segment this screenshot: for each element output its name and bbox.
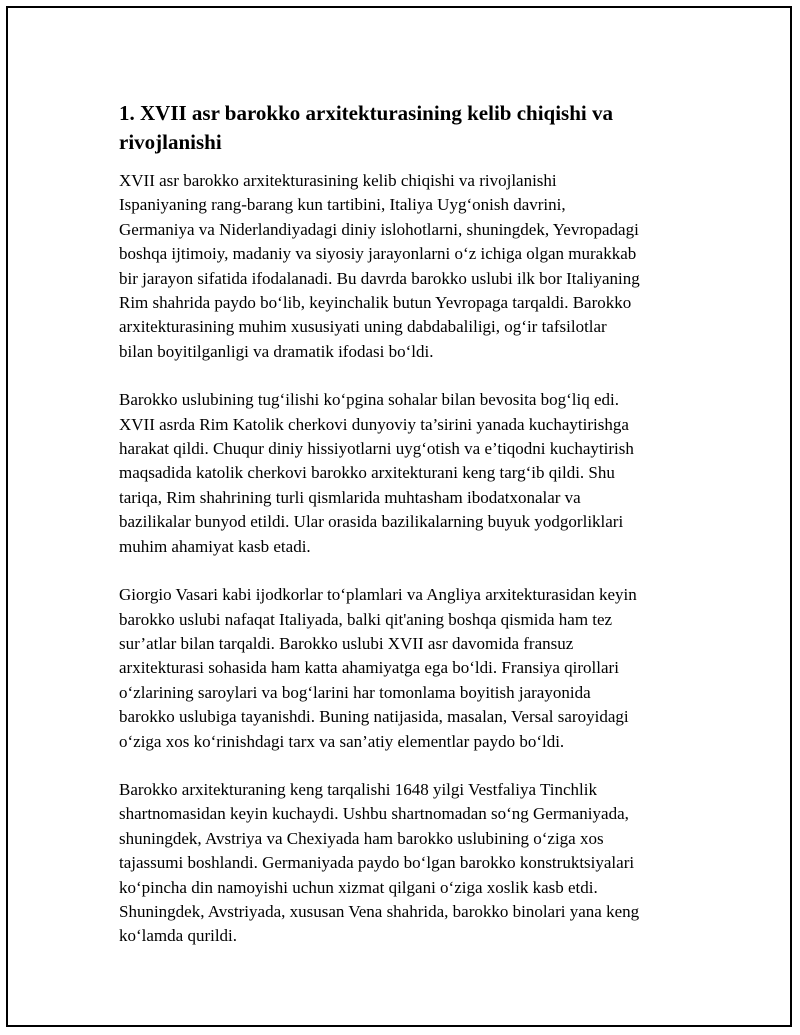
text-line: XVII asrda Rim Katolik cherkovi dunyoviy ta’sirini yanada kuchaytirishga (119, 414, 629, 434)
text-line: shuningdek, Avstriya va Chexiyada ham barokko uslubining o‘ziga xos (119, 828, 604, 848)
document-body (119, 99, 699, 973)
text-line: Barokko arxitekturaning keng tarqalishi 1648 yilgi Vestfaliya Tinchlik (119, 779, 597, 799)
paragraph-2 (119, 388, 699, 559)
text-line: Rim shahrida paydo bo‘lib, keyinchalik butun Yevropaga tarqaldi. Barokko (119, 293, 632, 313)
text-line: arxitekturasining muhim xususiyati uning dabdabaliligi, og‘ir tafsilotlar (119, 317, 607, 337)
document-page (6, 6, 792, 1027)
paragraph-1 (119, 169, 699, 364)
text-line: Ispaniyaning rang-barang kun tartibini, Italiya Uyg‘onish davrini, (119, 195, 566, 215)
text-line: XVII asr barokko arxitekturasining kelib chiqishi va rivojlanishi (119, 171, 557, 190)
text-line: barokko uslubiga tayanishdi. Buning natijasida, masalan, Versal saroyidagi (119, 707, 629, 727)
text-line: sur’atlar bilan tarqaldi. Barokko uslubi XVII asr davomida fransuz (119, 633, 574, 653)
paragraph-3 (119, 583, 699, 754)
text-line: barokko uslubi nafaqat Italiyada, balki qit'aning boshqa qismida ham tez (119, 609, 613, 629)
text-line: arxitekturasi sohasida ham katta ahamiyatga ega bo‘ldi. Fransiya qirollari (119, 658, 619, 678)
text-line: boshqa ijtimoiy, madaniy va siyosiy jarayonlarni o‘z ichiga olgan murakkab (119, 244, 637, 264)
text-line: o‘ziga xos ko‘rinishdagi tarx va san’atiy elementlar paydo bo‘ldi. (119, 731, 565, 751)
text-line: bir jarayon sifatida ifodalanadi. Bu davrda barokko uslubi ilk bor Italiyaning (119, 268, 640, 288)
text-line: ko‘pincha din namoyishi uchun xizmat qilgani o‘ziga xoslik kasb etdi. (119, 877, 598, 897)
paragraph-4 (119, 778, 699, 949)
text-line: tajassumi boshlandi. Germaniyada paydo bo‘lgan barokko konstruktsiyalari (119, 853, 635, 873)
section-heading-line: rivojlanishi (119, 130, 222, 154)
text-line: Barokko uslubining tug‘ilishi ko‘pgina sohalar bilan bevosita bog‘liq edi. (119, 390, 620, 410)
text-line: bilan boyitilganligi va dramatik ifodasi bo‘ldi. (119, 341, 434, 361)
text-line: Giorgio Vasari kabi ijodkorlar to‘plamlari va Angliya arxitekturasidan keyin (119, 585, 637, 605)
text-line: shartnomasidan keyin kuchaydi. Ushbu shartnomadan so‘ng Germaniyada, (119, 804, 629, 824)
text-line: Shuningdek, Avstriyada, xususan Vena shahrida, barokko binolari yana keng (119, 901, 640, 921)
text-line: harakat qildi. Chuqur diniy hissiyotlarni uyg‘otish va e’tiqodni kuchaytirish (119, 439, 634, 459)
text-line: bazilikalar bunyod etildi. Ular orasida bazilikalarning buyuk yodgorliklari (119, 512, 624, 532)
text-line: ko‘lamda qurildi. (119, 926, 238, 946)
text-line: Germaniya va Niderlandiyadagi diniy islohotlarni, shuningdek, Yevropadagi (119, 219, 639, 239)
text-line: maqsadida katolik cherkovi barokko arxitekturani keng targ‘ib qildi. Shu (119, 463, 615, 483)
section-heading-line: 1. XVII asr barokko arxitekturasining kelib chiqishi va (119, 101, 613, 125)
text-line: muhim ahamiyat kasb etadi. (119, 536, 311, 556)
text-line: tariqa, Rim shahrining turli qismlarida muhtasham ibodatxonalar va (119, 487, 581, 507)
section-heading (119, 99, 699, 157)
text-line: o‘zlarining saroylari va bog‘larini har tomonlama boyitish jarayonida (119, 682, 591, 702)
